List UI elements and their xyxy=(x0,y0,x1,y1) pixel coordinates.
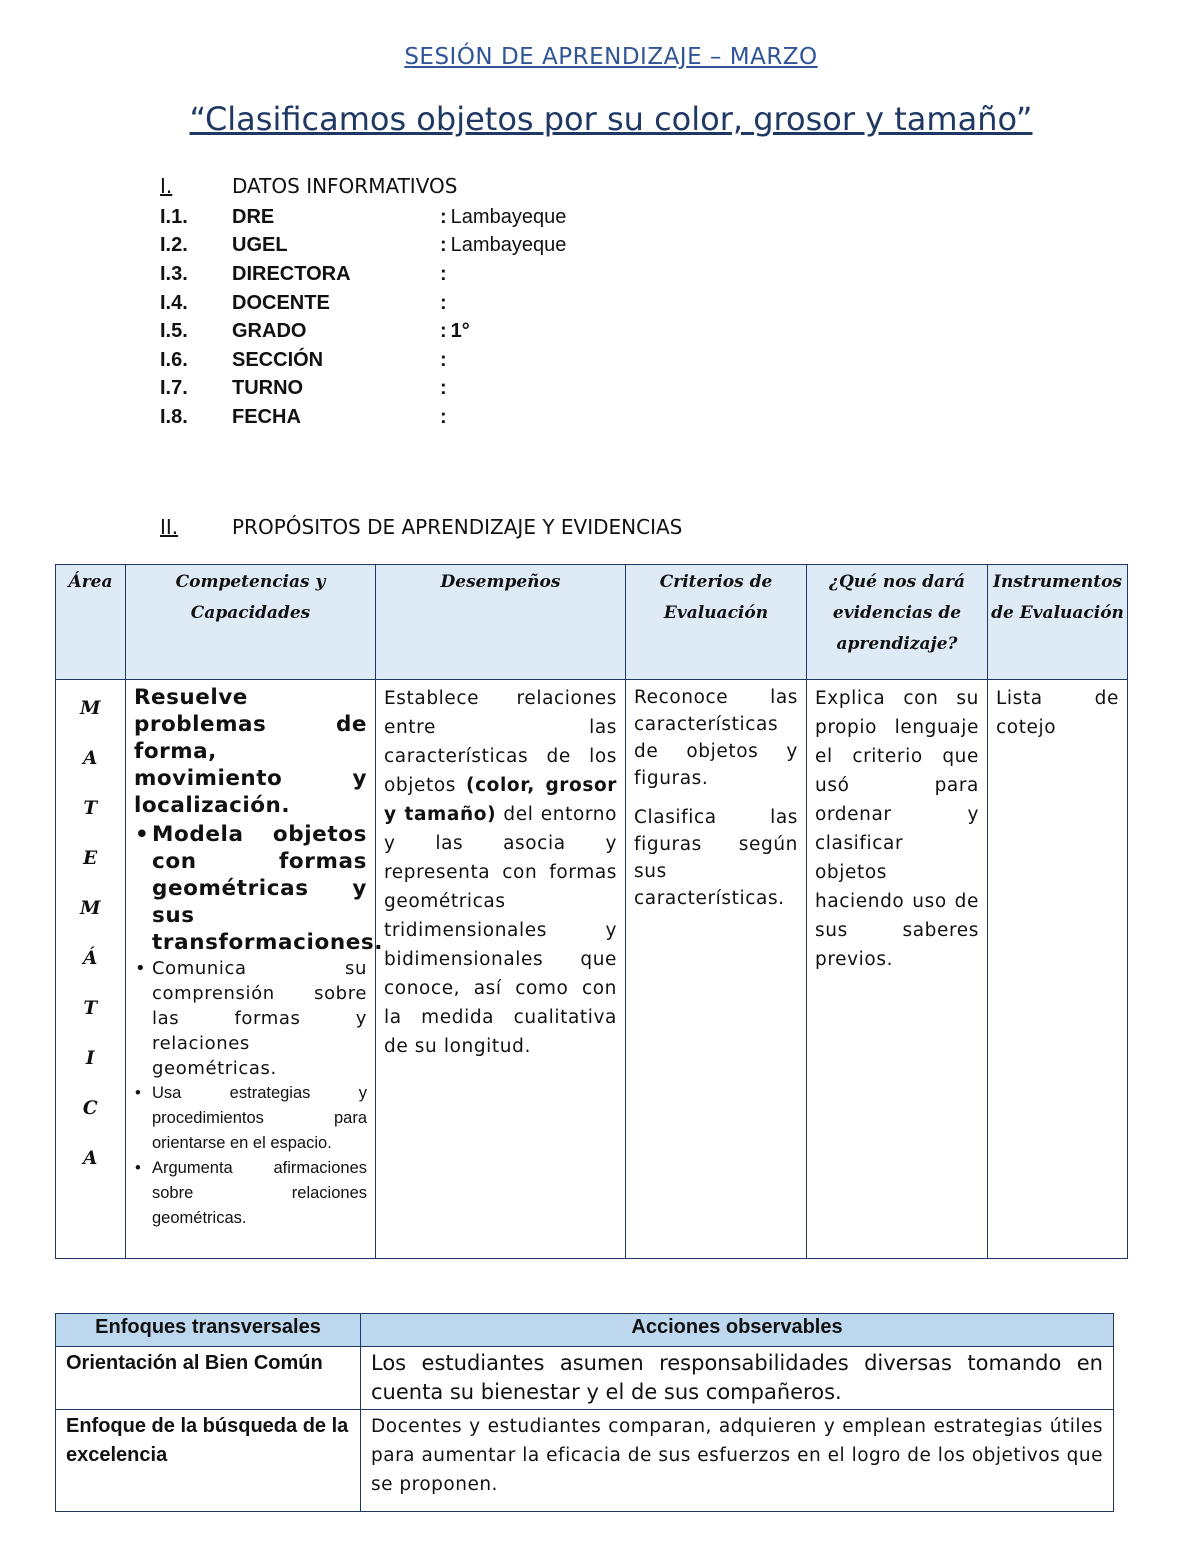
capacidad-item: • Modela objetos con formas geométricas y sus transformaciones. xyxy=(152,821,367,956)
header-acciones: Acciones observables xyxy=(361,1314,1114,1347)
info-num: I.8. xyxy=(160,405,188,428)
info-row-directora: I.3. DIRECTORA : xyxy=(160,262,447,285)
desempeno-text-2: del entorno y las asocia y representa con formas geométricas tridimensionales y bidimensionales que conoce, así como con la medida cualitativa de su longitud. xyxy=(384,804,617,1057)
info-num: I.3. xyxy=(160,262,188,285)
info-num: I.5. xyxy=(160,320,188,343)
criterios-cell xyxy=(626,680,807,1259)
info-value: 1° xyxy=(450,320,470,343)
info-label: FECHA xyxy=(232,405,301,428)
enfoque-action: Los estudiantes asumen responsabilidades diversas tomando en cuenta su bienestar y el de sus compañeros. xyxy=(361,1347,1114,1410)
evidencias-cell: Explica con su propio lenguaje el criterio que usó para ordenar y clasificar objetos haciendo uso de sus saberes previos. xyxy=(807,680,988,1259)
area-letter: I xyxy=(85,1048,96,1069)
area-letter: E xyxy=(83,848,98,869)
header-competencias: Competencias y Capacidades xyxy=(126,565,376,680)
desempenos-cell xyxy=(376,680,626,1259)
info-label: DIRECTORA xyxy=(232,262,351,285)
desempeno-bold: (color, grosor y tamaño) xyxy=(384,775,617,825)
section-2-heading xyxy=(160,515,682,539)
info-value: Lambayeque xyxy=(450,205,567,228)
header-instrumentos: Instrumentos de Evaluación xyxy=(988,565,1128,680)
enfoque-name: Enfoque de la búsqueda de la excelencia xyxy=(56,1410,361,1512)
info-row-grado: I.5. GRADO : 1° xyxy=(160,320,470,343)
area-letter: C xyxy=(82,1098,99,1119)
desempeno-text: Establece relaciones entre las características de los objetos xyxy=(384,688,617,796)
enfoques-header-row xyxy=(56,1314,1114,1347)
area-letter: T xyxy=(83,798,98,819)
enfoque-row xyxy=(56,1410,1114,1512)
header-desempenos: Desempeños xyxy=(376,565,626,680)
info-row-seccion: I.6. SECCIÓN : xyxy=(160,348,447,371)
area-cell xyxy=(56,680,126,1259)
enfoque-name: Orientación al Bien Común xyxy=(56,1347,361,1410)
info-num: I.7. xyxy=(160,377,188,400)
info-label: SECCIÓN xyxy=(232,348,324,371)
info-row-ugel: I.2. UGEL : Lambayeque xyxy=(160,234,567,257)
area-letter: M xyxy=(79,898,102,919)
capacidad-item: • Argumenta afirmaciones sobre relaciones geométricas. xyxy=(152,1156,367,1231)
info-num: I.6. xyxy=(160,348,188,371)
section-1-title: DATOS INFORMATIVOS xyxy=(232,174,458,198)
criterio-item: Clasifica las figuras según sus características. xyxy=(634,807,798,909)
competencia-title: Resuelve problemas de forma, movimiento y localización. xyxy=(134,685,367,818)
info-num: I.1. xyxy=(160,205,188,228)
capacidades-list xyxy=(134,821,384,1231)
enfoque-action: Docentes y estudiantes comparan, adquieren y emplean estrategias útiles para aumentar la eficacia de sus esfuerzos en el logro de los objetivos que se proponen. xyxy=(361,1410,1114,1512)
info-row-fecha: I.8. FECHA : xyxy=(160,405,447,428)
info-row-dre: I.1. DRE : Lambayeque xyxy=(160,205,567,228)
section-1-number: I. xyxy=(160,174,173,198)
section-2-title: PROPÓSITOS DE APRENDIZAJE Y EVIDENCIAS xyxy=(232,515,683,539)
section-1-heading xyxy=(160,174,457,198)
info-row-turno: I.7. TURNO : xyxy=(160,377,447,400)
competencias-cell xyxy=(126,680,384,1259)
info-value: Lambayeque xyxy=(450,234,567,257)
header-area: Área xyxy=(56,565,126,680)
capacidad-item: • Comunica su comprensión sobre las formas y relaciones geométricas. xyxy=(152,956,367,1081)
info-row-docente: I.4. DOCENTE : xyxy=(160,291,447,314)
criterio-item: Reconoce las características de objetos y figuras. xyxy=(634,687,798,789)
area-letter: A xyxy=(83,748,98,769)
info-num: I.2. xyxy=(160,234,188,257)
capacidad-item: • Usa estrategias y procedimientos para orientarse en el espacio. xyxy=(152,1081,367,1156)
session-title: “Clasificamos objetos por su color, grosor y tamaño” xyxy=(189,100,1033,138)
enfoque-row xyxy=(56,1347,1114,1410)
header-evidencias: ¿Qué nos dará evidencias de aprendizaje? xyxy=(807,565,988,680)
header-criterios: Criterios de Evaluación xyxy=(626,565,807,680)
info-label: DOCENTE xyxy=(232,291,330,314)
info-label: UGEL xyxy=(232,234,288,257)
instrumentos-cell: Lista de cotejo xyxy=(988,680,1128,1259)
purposes-header-row xyxy=(56,565,1128,680)
area-letter: A xyxy=(83,1148,98,1169)
section-2-number: II. xyxy=(160,515,179,539)
purposes-table xyxy=(55,564,1128,1259)
area-letter: M xyxy=(79,698,102,719)
info-label: GRADO xyxy=(232,320,307,343)
info-list xyxy=(160,203,566,432)
area-letter: T xyxy=(83,998,98,1019)
header-enfoques: Enfoques transversales xyxy=(56,1314,361,1347)
info-num: I.4. xyxy=(160,291,188,314)
info-label: TURNO xyxy=(232,377,304,400)
info-label: DRE xyxy=(232,205,275,228)
purposes-row xyxy=(56,680,1128,1259)
session-header: SESIÓN DE APRENDIZAJE – MARZO xyxy=(404,44,818,70)
area-letter: Á xyxy=(83,948,98,969)
enfoques-table xyxy=(55,1313,1114,1512)
